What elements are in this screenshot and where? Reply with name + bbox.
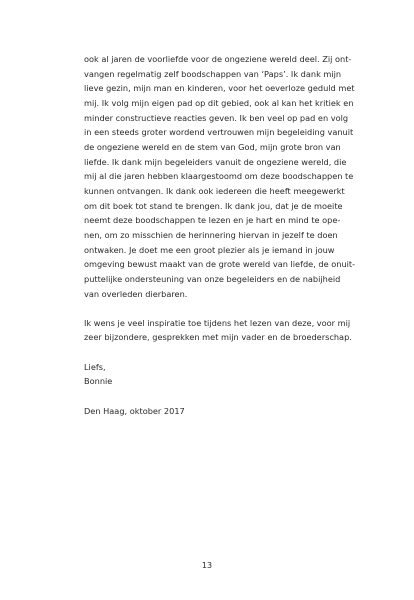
signature-block — [84, 360, 331, 389]
paragraph-wish — [84, 316, 352, 345]
text-line: ook al jaren de voorliefde voor de ongeziene wereld deel. Zij ont- — [84, 54, 352, 64]
text-line: lieve gezin, mijn man en kinderen, voor het oeverloze geduld met — [84, 83, 355, 94]
closing-line: Liefs, — [84, 361, 106, 372]
text-line: van overleden dierbaren. — [84, 288, 188, 299]
text-line: om dit boek tot stand te brengen. Ik dank jou, dat je de moeite — [84, 200, 343, 211]
text-line: zeer bijzondere, gesprekken met mijn vader en de broederschap. — [84, 332, 352, 343]
place-date — [84, 404, 331, 419]
text-line: neemt deze boodschappen te lezen en je hart en mind te ope- — [84, 215, 341, 226]
text-line: minder constructieve reacties geven. Ik ben veel op pad en volg — [84, 112, 349, 123]
author-name: Bonnie — [84, 376, 113, 387]
text-line: Ik wens je veel inspiratie toe tijdens het lezen van deze, voor mij — [84, 317, 351, 328]
paragraph-acknowledgements — [84, 52, 356, 301]
text-line: mij. Ik volg mijn eigen pad op dit gebied, ook al kan het kritiek en — [84, 97, 354, 108]
place-date-line: Den Haag, oktober 2017 — [84, 405, 185, 416]
text-line: vangen regelmatig zelf boodschappen van ‘Paps’. Ik dank mijn — [84, 68, 342, 79]
text-line: puttelijke ondersteuning van onze begeleiders en de nabijheid — [84, 273, 341, 284]
body-text — [84, 52, 356, 418]
text-line: omgeving bewust maakt van de grote wereld van liefde, de onuit- — [84, 259, 356, 270]
page-number: 13 — [201, 561, 213, 570]
text-line: mij al die jaren hebben klaargestoomd om deze boodschappen te — [84, 171, 354, 182]
text-line: in een steeds groter wordend vertrouwen mijn begeleiding vanuit — [84, 127, 354, 138]
text-line: liefde. Ik dank mijn begeleiders vanuit de ongeziene wereld, die — [84, 156, 347, 167]
text-line: kunnen ontvangen. Ik dank ook iedereen die heeft meegewerkt — [84, 185, 345, 196]
text-line: de ongeziene wereld en de stem van God, mijn grote bron van — [84, 141, 341, 152]
text-line: ontwaken. Je doet me een groot plezier als je iemand in jouw — [84, 244, 335, 255]
text-line: nen, om zo misschien de herinnering hiervan in jezelf te doen — [84, 229, 338, 240]
